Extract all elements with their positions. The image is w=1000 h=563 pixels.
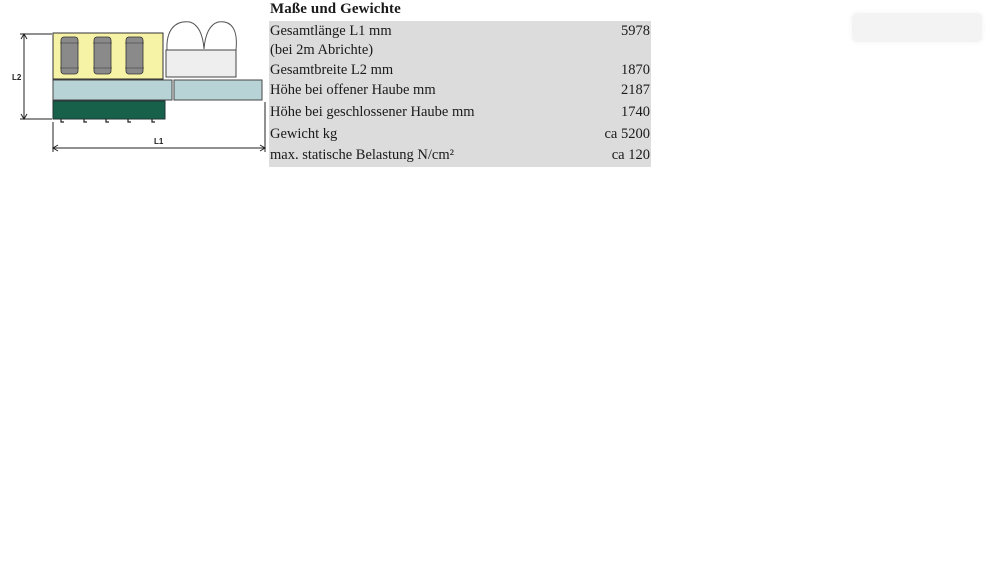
spec-label: Gesamtbreite L2 mm	[270, 62, 394, 78]
spindle-motor	[94, 37, 111, 74]
hood-base	[166, 50, 236, 77]
spec-value: 1870	[621, 62, 650, 78]
spec-value: 5978	[621, 23, 650, 39]
spec-value: 1740	[621, 104, 650, 120]
machine-base	[53, 101, 165, 119]
infeed-table	[53, 80, 172, 100]
specs-table	[269, 21, 651, 167]
outfeed-table	[174, 80, 262, 100]
spec-value: ca 120	[611, 147, 650, 163]
l1-label: L1	[154, 137, 164, 146]
l2-dimension	[20, 34, 52, 119]
spindle-motor	[126, 37, 143, 74]
spindle-motor	[61, 37, 78, 74]
spec-value: 2187	[621, 82, 650, 98]
machine-layout-drawing	[0, 0, 270, 170]
spec-label: max. statische Belastung N/cm²	[270, 147, 454, 163]
specs-title: Maße und Gewichte	[270, 1, 401, 17]
scan-smudge	[852, 13, 982, 42]
open-hood	[167, 22, 236, 50]
spec-label: Höhe bei offener Haube mm	[270, 82, 436, 98]
spec-label: Gewicht kg	[270, 126, 338, 142]
spec-label: Gesamtlänge L1 mm	[270, 23, 392, 39]
l2-label: L2	[12, 73, 22, 82]
spec-note: (bei 2m Abrichte)	[270, 42, 374, 58]
spec-label: Höhe bei geschlossener Haube mm	[270, 104, 475, 120]
spindle-motors	[60, 37, 144, 74]
spec-value: ca 5200	[604, 126, 650, 142]
